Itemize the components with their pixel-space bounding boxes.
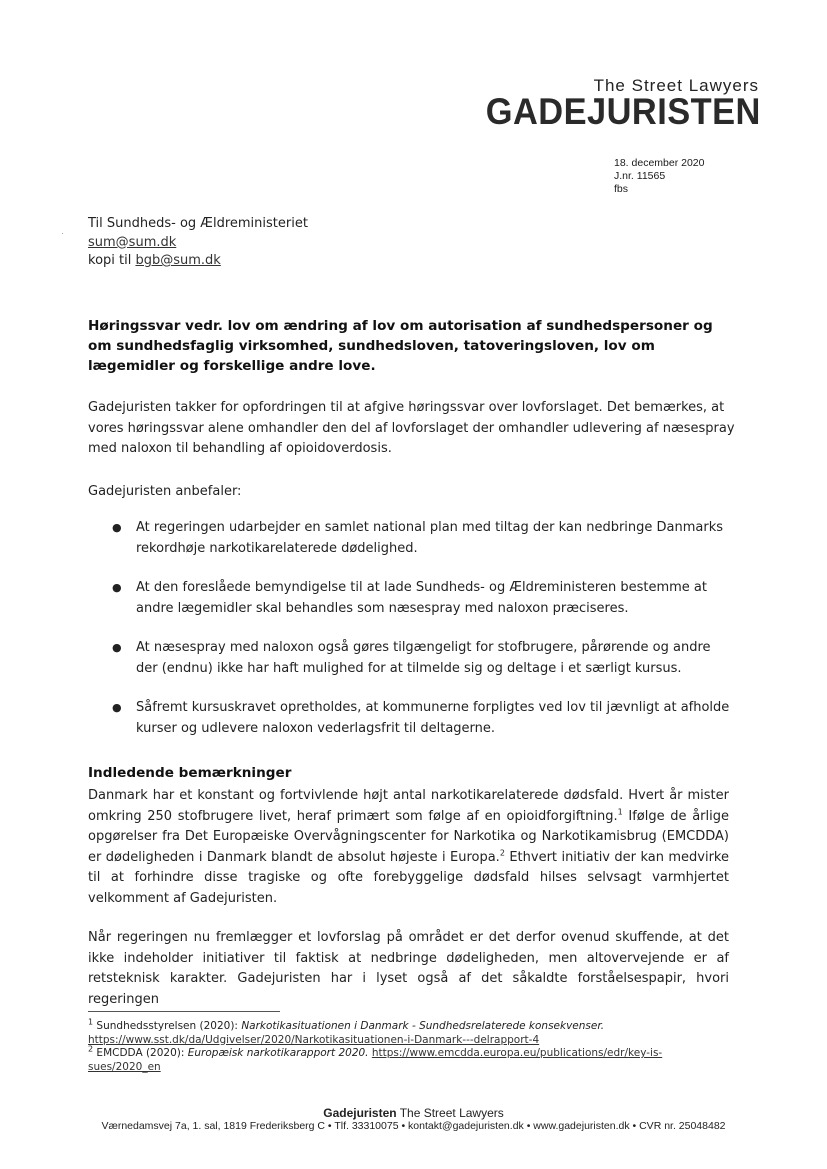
journal-number: J.nr. 11565: [614, 170, 666, 182]
letter-date: 18. december 2020: [614, 157, 705, 169]
footnote-2-number: 2: [88, 1044, 94, 1054]
copy-email-link[interactable]: bgb@sum.dk: [135, 253, 221, 268]
section-heading: Indledende bemærkninger: [88, 765, 292, 781]
footnote-1: [88, 1017, 738, 1034]
copy-prefix: kopi til: [88, 253, 136, 268]
para1-part1: Danmark har et konstant og fortvivlende højt antal narkotikarelaterede dødsfald. Hvert år mister omkring 250 stofbrugere livet, heraf primært som følge af en opioidforgiftning.: [88, 788, 729, 824]
footer-org-name: Gadejuristen: [323, 1106, 397, 1120]
list-item: [112, 638, 732, 679]
footnote-divider: [88, 1011, 280, 1012]
author-initials: fbs: [614, 183, 629, 195]
section-paragraph-1: [88, 786, 729, 909]
recommendation-list: [112, 518, 732, 739]
list-item: [112, 578, 732, 619]
list-item-text: Såfremt kursuskravet opretholdes, at kommunerne forpligtes ved lov til jævnligt at afholde kurser og udlevere naloxon vederlagsfrit til deltagerne.: [136, 700, 730, 736]
logo-name: GADEJURISTEN: [485, 91, 761, 132]
recipient-email-link[interactable]: sum@sum.dk: [88, 234, 177, 250]
recipient-block: [88, 215, 308, 271]
footnotes: [88, 1017, 738, 1074]
intro-paragraph: Gadejuristen takker for opfordringen til at afgive høringssvar over lovforslaget. Det bemærkes, at vores høringssvar alene omhandler den del af lovforslaget der omhandler udlevering af næsespray med naloxon til behandling af opioidoverdosis.: [88, 400, 735, 456]
list-item: [112, 698, 732, 739]
footnote-1-source: Sundhedsstyrelsen (2020):: [93, 1020, 242, 1032]
bullet-icon: ●: [112, 641, 122, 654]
list-item-text: At næsespray med naloxon også gøres tilgængeligt for stofbrugere, pårørende og andre der (endnu) ikke har haft mulighed for at tilmelde sig og deltage i et særligt kursus.: [136, 640, 711, 676]
para1-part2: Ifølge de årlige opgørelser fra Det Europæiske Overvågningscenter for Narkotika og Narkotikamisbrug (EMCDDA) er dødeligheden i Danmark blandt de absolut højeste i Europa.: [88, 808, 729, 865]
para1-part3: Ethvert initiativ der kan medvirke til at forhindre disse tragiske og ofte forebyggelige dødsfald hilses selvsagt varmhjertet velkomment af Gadejuristen.: [88, 849, 729, 906]
footer-org: [0, 1106, 827, 1120]
list-item: [112, 518, 732, 559]
footnote-2-link-cont[interactable]: sues/2020_en: [88, 1060, 161, 1073]
footnote-2: [88, 1044, 738, 1061]
footnote-ref-1[interactable]: 1: [617, 807, 623, 817]
footnote-2-title: Europæisk narkotikarapport 2020.: [187, 1047, 369, 1059]
footer-address: Værnedamsvej 7a, 1. sal, 1819 Frederiksberg C • Tlf. 33310075 • kontakt@gadejuristen.dk • www.gadejuristen.dk • CVR nr. 25048482: [101, 1120, 726, 1132]
footnote-1-title: Narkotikasituationen i Danmark - Sundhedsrelaterede konsekvenser.: [241, 1020, 605, 1032]
bullet-icon: ●: [112, 581, 122, 594]
footer-org-tagline: The Street Lawyers: [396, 1106, 504, 1120]
letter-title: Høringssvar vedr. lov om ændring af lov om autorisation af sundhedspersoner og om sundhedsfaglig virksomhed, sundhedsloven, tatoveringsloven, lov om lægemidler og forskellige andre love.: [88, 318, 713, 374]
footnote-2-source: EMCDDA (2020):: [93, 1047, 188, 1059]
bullet-icon: ●: [112, 701, 122, 714]
letter-meta: [614, 157, 704, 196]
footnote-2-link[interactable]: https://www.emcdda.europa.eu/publications/edr/key-is-: [371, 1047, 663, 1059]
recipient-name: Til Sundheds- og Ældreministeriet: [88, 216, 308, 231]
footnote-1-link[interactable]: https://www.sst.dk/da/Udgivelser/2020/Narkotikasituationen-i-Danmark---delrapport-4: [88, 1033, 540, 1046]
section-paragraph-2: Når regeringen nu fremlægger et lovforslag på området er det derfor ovenud skuffende, at det ikke indeholder initiativer til faktisk at nedbringe dødeligheden, men altovervejende er af retsteknisk karakter. Gadejuristen har i lyset også af det såkaldte forståelsespapir, hvori regeringen: [88, 930, 729, 1007]
logo-subtitle: The Street Lawyers: [593, 76, 759, 95]
list-item-text: At regeringen udarbejder en samlet national plan med tiltag der kan nedbringe Danmarks rekordhøje narkotikarelaterede dødelighed.: [136, 520, 724, 556]
scan-speck: [62, 233, 63, 234]
list-item-text: At den foreslåede bemyndigelse til at lade Sundheds- og Ældreministeren bestemme at andre lægemidler skal behandles som næsespray med naloxon præciseres.: [136, 580, 707, 616]
footnote-ref-2[interactable]: 2: [499, 848, 505, 858]
recommends-label: Gadejuristen anbefaler:: [88, 484, 242, 499]
bullet-icon: ●: [112, 521, 122, 534]
footnote-1-number: 1: [88, 1017, 94, 1027]
